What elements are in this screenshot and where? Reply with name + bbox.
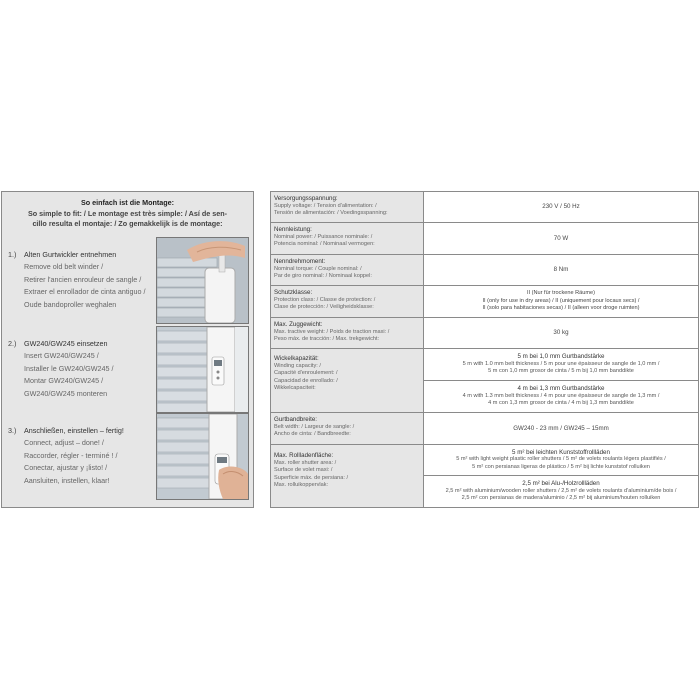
spec-value-line: II (only for use in dry areas) / II (uniquement pour locaux secs) / — [482, 297, 640, 304]
spec-value-line: 2,5 m² con persianas de madera/aluminio / 2,5 m² bij aluminium/houten rolluiken — [461, 495, 661, 502]
spec-label-line: Max. tractive weight: / Poids de traction maxi: / — [274, 328, 390, 335]
step-1-photo — [156, 237, 249, 324]
spec-label-line: Tensión de alimentación: / Voedingsspanning: — [274, 210, 388, 217]
spec-label-line: Protection class: / Classe de protection: / — [274, 296, 376, 303]
step-line: GW240/GW245 einsetzen — [24, 339, 108, 348]
spec-subvalue-head: 4 m bei 1,3 mm Gurtbandstärke — [517, 385, 605, 393]
spec-subvalue-head: 2,5 m² bei Alu-/Holzrollläden — [522, 480, 600, 488]
spec-label-line: Max. roller shutter area: / — [274, 459, 337, 466]
step-number: 2.) — [8, 339, 17, 348]
connect-adjust-image — [157, 414, 248, 499]
spec-value-line: 4 m con 1,3 mm grosor de cinta / 4 m bij 1,3 mm banddikte — [488, 400, 634, 407]
spec-label — [271, 286, 424, 317]
step-1 — [8, 249, 158, 311]
step-number: 3.) — [8, 426, 17, 435]
spec-label-line: Clase de protección: / Veiligheidsklasse: — [274, 304, 374, 311]
spec-subvalue — [424, 349, 698, 381]
spec-label-title: Nennleistung: — [274, 226, 312, 233]
spec-row-max-shutter-area — [271, 445, 698, 507]
spec-value-line: 5 m con 1,0 mm grosor de cinta / 5 m bij 1,0 mm banddikte — [488, 368, 634, 375]
spec-label-title: Schutzklasse: — [274, 289, 313, 296]
spec-label-title: Max. Zuggewicht: — [274, 321, 323, 328]
spec-label-title: Max. Rollladenfläche: — [274, 452, 334, 459]
spec-label-line: Surface de volet maxi: / — [274, 467, 333, 474]
step-line: Remove old belt winder / — [24, 262, 104, 272]
montage-subtitle-1: So simple to fit: / Le montage est très simple: / Así de sen- — [27, 208, 228, 218]
spec-row-nominal-torque — [271, 255, 698, 286]
spec-label-line: Potencia nominal: / Nominaal vermogen: — [274, 241, 375, 248]
spec-row-belt-width — [271, 413, 698, 445]
step-line: Insert GW240/GW245 / — [24, 351, 99, 361]
spec-label-line: Peso máx. de tracción: / Max. trekgewicht: — [274, 336, 380, 343]
spec-value-line: II (Nur für trockene Räume) — [526, 290, 596, 297]
step-2 — [8, 338, 158, 400]
step-line: Raccorder, régler - terminé ! / — [24, 450, 118, 460]
spec-label-line: Nominal power: / Puissance nominale: / — [274, 233, 373, 240]
spec-label — [271, 223, 424, 254]
spec-value-line: 5 m² with light weight plastic roller shutters / 5 m² de volets roulants légers plastifiés / — [456, 456, 666, 463]
spec-value-line: 30 kg — [553, 329, 569, 336]
spec-label — [271, 413, 424, 444]
spec-label-line: Par de giro nominal: / Nominaal koppel: — [274, 273, 372, 280]
spec-value — [424, 255, 698, 285]
spec-label-title: Nenndrehmoment: — [274, 258, 326, 265]
spec-value-line: 4 m with 1.3 mm belt thickness / 4 m pour une épaisseur de sangle de 1,3 mm / — [462, 392, 660, 399]
spec-label — [271, 318, 424, 348]
step-line: Oude bandoproller weghalen — [24, 299, 117, 309]
step-line: GW240/GW245 monteren — [24, 388, 108, 398]
montage-title: So einfach ist die Montage: — [80, 198, 175, 207]
step-3 — [8, 425, 158, 487]
spec-label — [271, 255, 424, 285]
spec-label-line: Ancho de cinta: / Bandbreedte: — [274, 431, 351, 438]
spec-label-line: Winding capacity: / — [274, 362, 321, 369]
spec-value-line: II (solo para habitaciones secas) / II (alleen voor droge ruimten) — [482, 305, 640, 312]
step-line: Extraer el enrollador de cinta antiguo / — [24, 287, 146, 297]
spec-label-line: Superficie máx. de persiana: / — [274, 474, 348, 481]
spec-label-line: Supply voltage: / Tension d'alimentation: / — [274, 202, 377, 209]
montage-subtitle-2: cillo resulta el montaje: / Zo gemakkelijk is de montage: — [32, 219, 223, 228]
spec-value — [424, 318, 698, 348]
spec-row-protection-class — [271, 286, 698, 318]
remove-belt-winder-image — [157, 238, 248, 323]
spec-row-nominal-power — [271, 223, 698, 255]
spec-value-line: 70 W — [553, 234, 569, 242]
spec-subvalue-head: 5 m bei 1,0 mm Gurtbandstärke — [517, 353, 605, 361]
specs-table — [270, 191, 699, 508]
spec-value-line: 5 m² con persianas ligeras de plástico / 5 m² bij lichte kunststof rolluiken — [472, 463, 650, 470]
spec-label-line: Capacité d'enroulement: / — [274, 370, 338, 377]
spec-label — [271, 192, 424, 222]
spec-value — [424, 223, 698, 254]
spec-value — [424, 286, 698, 317]
spec-label-title: Versorgungsspannung: — [274, 195, 338, 202]
spec-row-supply-voltage — [271, 192, 698, 223]
step-number: 1.) — [8, 250, 17, 259]
spec-label-line: Max. rolluikoppervlak: — [274, 482, 329, 489]
step-line: Installer le GW240/GW245 / — [24, 363, 114, 373]
spec-value-line: GW240 - 23 mm / GW245 – 15mm — [513, 424, 609, 432]
step-line: Aansluiten, instellen, klaar! — [24, 475, 110, 485]
spec-row-max-tractive-weight — [271, 318, 698, 349]
step-line: Montar GW240/GW245 / — [24, 376, 104, 386]
montage-header — [2, 192, 253, 230]
spec-label-line: Belt width: / Largeur de sangle: / — [274, 423, 355, 430]
step-line: Retirer l'ancien enrouleur de sangle / — [24, 274, 142, 284]
spec-label-line: Capacidad de enrollado: / — [274, 377, 338, 384]
step-line: Connect, adjust – done! / — [24, 438, 104, 448]
insert-winder-image — [157, 327, 248, 412]
spec-subvalue — [424, 381, 698, 412]
spec-label-title: Gurtbandbreite: — [274, 416, 317, 423]
spec-subvalue — [424, 445, 698, 476]
step-2-photo — [156, 326, 249, 413]
spec-label-title: Wickelkapazität: — [274, 355, 319, 362]
spec-value-line: 8 Nm — [553, 266, 569, 273]
spec-value-line: 2,5 m² with aluminium/wooden roller shutters / 2,5 m² de volets roulants d'aluminium/de bois / — [445, 487, 677, 494]
spec-value-line: 5 m with 1.0 mm belt thickness / 5 m pour une épaisseur de sangle de 1,0 mm / — [462, 360, 660, 367]
spec-subvalue-head: 5 m² bei leichten Kunststoffrollläden — [512, 448, 610, 456]
step-line: Alten Gurtwickler entnehmen — [24, 250, 117, 259]
step-line: Anschließen, einstellen – fertig! — [24, 426, 124, 435]
spec-subvalue — [424, 476, 698, 507]
spec-label — [271, 445, 424, 507]
spec-label — [271, 349, 424, 412]
spec-label-line: Nominal torque: / Couple nominal: / — [274, 265, 362, 272]
step-3-photo — [156, 413, 249, 500]
spec-value-line: 230 V / 50 Hz — [542, 203, 580, 210]
spec-value — [424, 413, 698, 444]
spec-row-winding-capacity — [271, 349, 698, 413]
spec-value — [424, 192, 698, 222]
spec-label-line: Wikkelcapaciteit: — [274, 385, 316, 392]
step-line: Conectar, ajustar y ¡listo! / — [24, 463, 108, 473]
